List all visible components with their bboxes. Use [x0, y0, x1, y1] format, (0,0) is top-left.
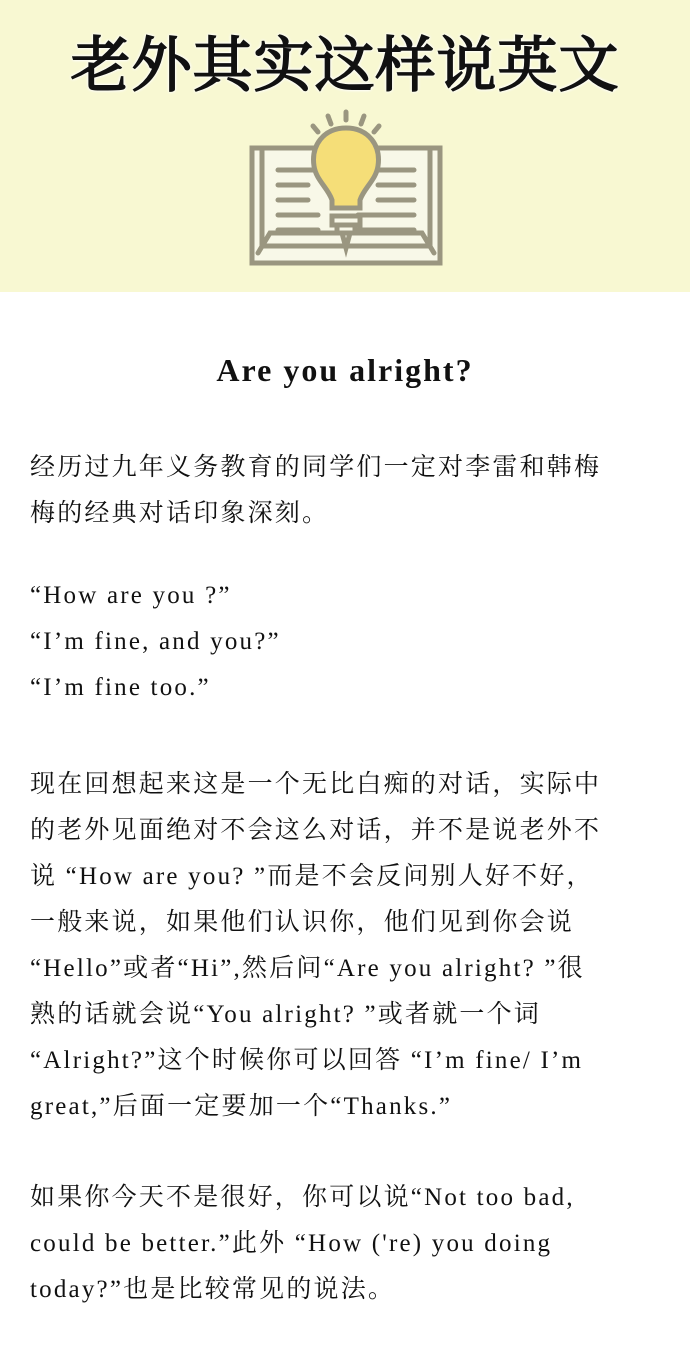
paragraph-line: 的老外见面绝对不会这么对话，并不是说老外不 — [30, 817, 602, 844]
paragraph-line: “Hello”或者“Hi”,然后问“Are you alright? ”很 — [30, 955, 585, 982]
dialogue-line: “I’m fine, and you?” — [30, 628, 281, 655]
paragraph-line: 一般来说，如果他们认识你，他们见到你会说 — [30, 909, 575, 936]
article-title: Are you alright? — [216, 352, 474, 388]
paragraph-line: today?”也是比较常见的说法。 — [30, 1276, 396, 1303]
banner-title: 老外其实这样说英文 — [70, 31, 620, 101]
paragraph-line: 如果你今天不是很好，你可以说“Not too bad, — [30, 1184, 575, 1211]
paragraph-line: “Alright?”这个时候你可以回答 “I’m fine/ I’m — [30, 1047, 584, 1074]
paragraph-line: great,”后面一定要加一个“Thanks.” — [30, 1093, 453, 1120]
header-banner — [0, 0, 690, 292]
paragraph-line: 现在回想起来这是一个无比白痴的对话，实际中 — [30, 771, 602, 798]
book-lightbulb-icon — [248, 108, 444, 268]
paragraph-line: 说 “How are you? ”而是不会反问别人好不好， — [30, 863, 594, 890]
dialogue-line: “How are you ?” — [30, 582, 232, 609]
paragraph-line: 经历过九年义务教育的同学们一定对李雷和韩梅 — [30, 454, 602, 481]
dialogue-line: “I’m fine too.” — [30, 674, 211, 701]
paragraph-line: 熟的话就会说“You alright? ”或者就一个词 — [30, 1001, 542, 1028]
paragraph-line: 梅的经典对话印象深刻。 — [30, 500, 330, 527]
paragraph-line: could be better.”此外 “How ('re) you doing — [30, 1230, 553, 1257]
